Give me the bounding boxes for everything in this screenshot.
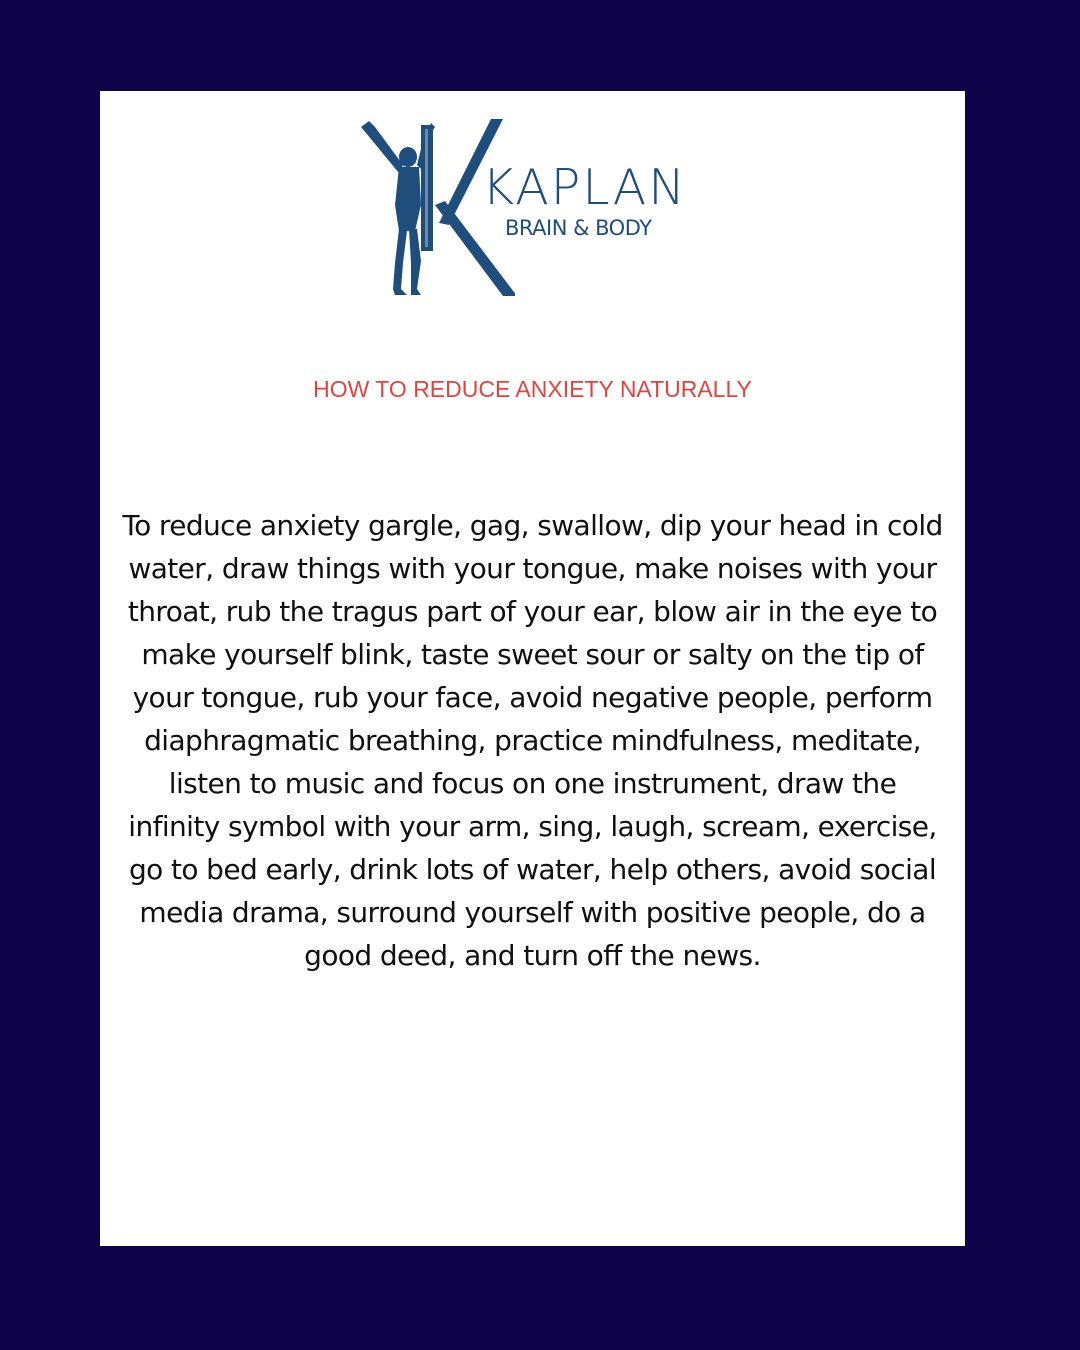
- body-paragraph: To reduce anxiety gargle, gag, swallow, dip your head in cold water, draw things with your tongue, make noises with your throat, rub the tragus part of your ear, blow air in the eye to make yourself blink, taste sweet sour or salty on the tip of your tongue, rub your face, avoid negative people, perform diaphragmatic breathing, practice mindfulness, meditate, listen to music and focus on one instrument, draw the infinity symbol with your arm, sing, laugh, scream, exercise, go to bed early, drink lots of water, help others, avoid social media drama, surround yourself with positive people, do a good deed, and turn off the news.: [122, 509, 943, 972]
- page-title: HOW TO REDUCE ANXIETY NATURALLY: [313, 376, 752, 402]
- kaplan-logo: [355, 113, 735, 298]
- brand-name: KAPLAN: [482, 159, 687, 216]
- content-card: [100, 91, 965, 1246]
- brand-tagline: BRAIN & BODY: [505, 216, 652, 240]
